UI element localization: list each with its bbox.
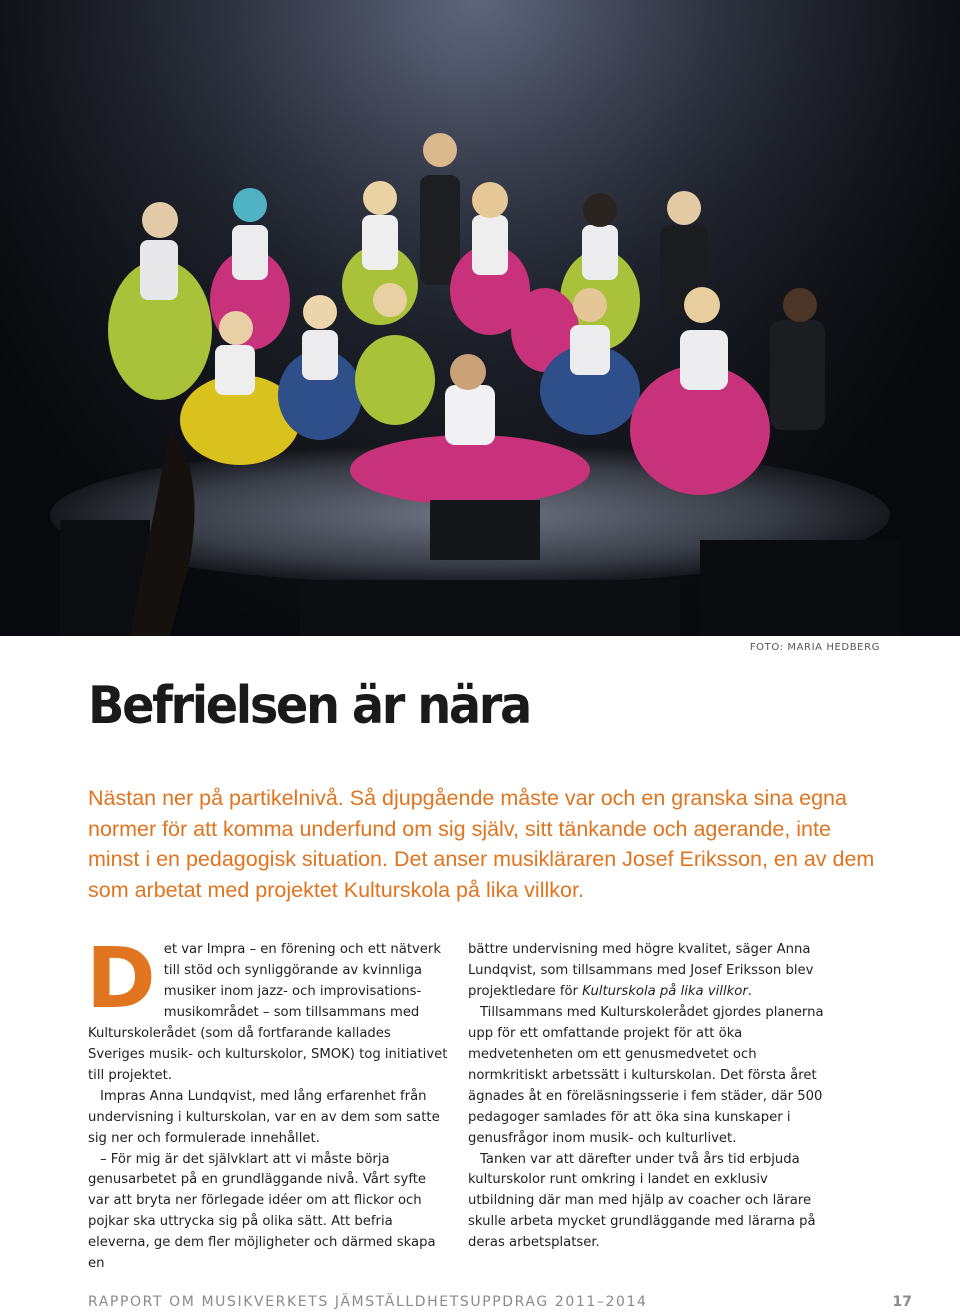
- photo-credit: FOTO: MARIA HEDBERG: [749, 642, 880, 653]
- article-lede: Nästan ner på partikelnivå. Så djupgående måste var och en granska sina egna normer för att komma underfund om sig själv, sitt tänkande och agerande, inte minst i en pedagogisk situation. Det anser musikläraren Josef Eriksson, en av dem som arbetat med projektet Kulturskola på lika villkor.: [88, 786, 875, 902]
- drop-cap: D: [86, 929, 156, 1027]
- body-paragraph: Tanken var att därefter under två års tid erbjuda kulturskolor runt omkring i landet en exklusiv utbildning där man med hjälp av coacher och lärare skulle arbeta mycket grundläggande med lärarna på deras arbetsplatser.: [468, 1151, 816, 1251]
- paragraph-end: .: [747, 983, 752, 999]
- project-name: Kulturskola på lika villkor: [582, 983, 748, 999]
- body-paragraph: Impras Anna Lundqvist, med lång erfarenhet från undervisning i kulturskolan, var en av dem som satte sig ner och formulerade innehållet.: [88, 1088, 440, 1146]
- running-footer: RAPPORT OM MUSIKVERKETS JÄMSTÄLLDHETSUPPDRAG 2011–2014: [88, 1294, 648, 1310]
- hero-photo: [0, 0, 960, 636]
- paragraph-text: et var Impra – en förening och ett nätverk till stöd och synliggörande av kvinnliga musiker inom jazz- och improvisationsmusikområdet – som tillsammans med Kulturskolerådet (som då fortfarande kallades Sveriges musik- och kulturskolor, SMOK) tog initiativet till projektet.: [88, 942, 448, 1083]
- stage-performance-illustration: [0, 0, 960, 636]
- body-column-right: [468, 940, 830, 1254]
- body-paragraph: [86, 929, 450, 1087]
- body-paragraph: – För mig är det självklart att vi måste börja genusarbetet på en grundläggande nivå. Vårt syfte var att bryta ner förlegade idéer om att flickor och pojkar ska uttrycka sig på olika sätt. Att befria eleverna, ge dem fler möjligheter och därmed skapa en: [88, 1151, 436, 1272]
- body-paragraph: Tillsammans med Kulturskolerådet gjordes planerna upp för ett omfattande projekt för att öka medvetenheten om ett genusmedvetet och normkritiskt arbetssätt i kulturskolan. Det första året ägnades åt en föreläsningsserie i fem städer, där 500 pedagoger samlades för att öka sina kunskaper i genusfrågor inom musik- och kulturlivet.: [468, 1004, 824, 1146]
- body-paragraph: [468, 940, 830, 1003]
- article-title: Befrielsen är nära: [88, 676, 530, 736]
- paragraph-text: bättre undervisning med högre kvalitet, säger Anna Lundqvist, som tillsammans med Josef Eriksson blev projektledare för: [468, 942, 814, 999]
- body-column-left: [86, 929, 450, 1275]
- page-number: 17: [892, 1294, 912, 1310]
